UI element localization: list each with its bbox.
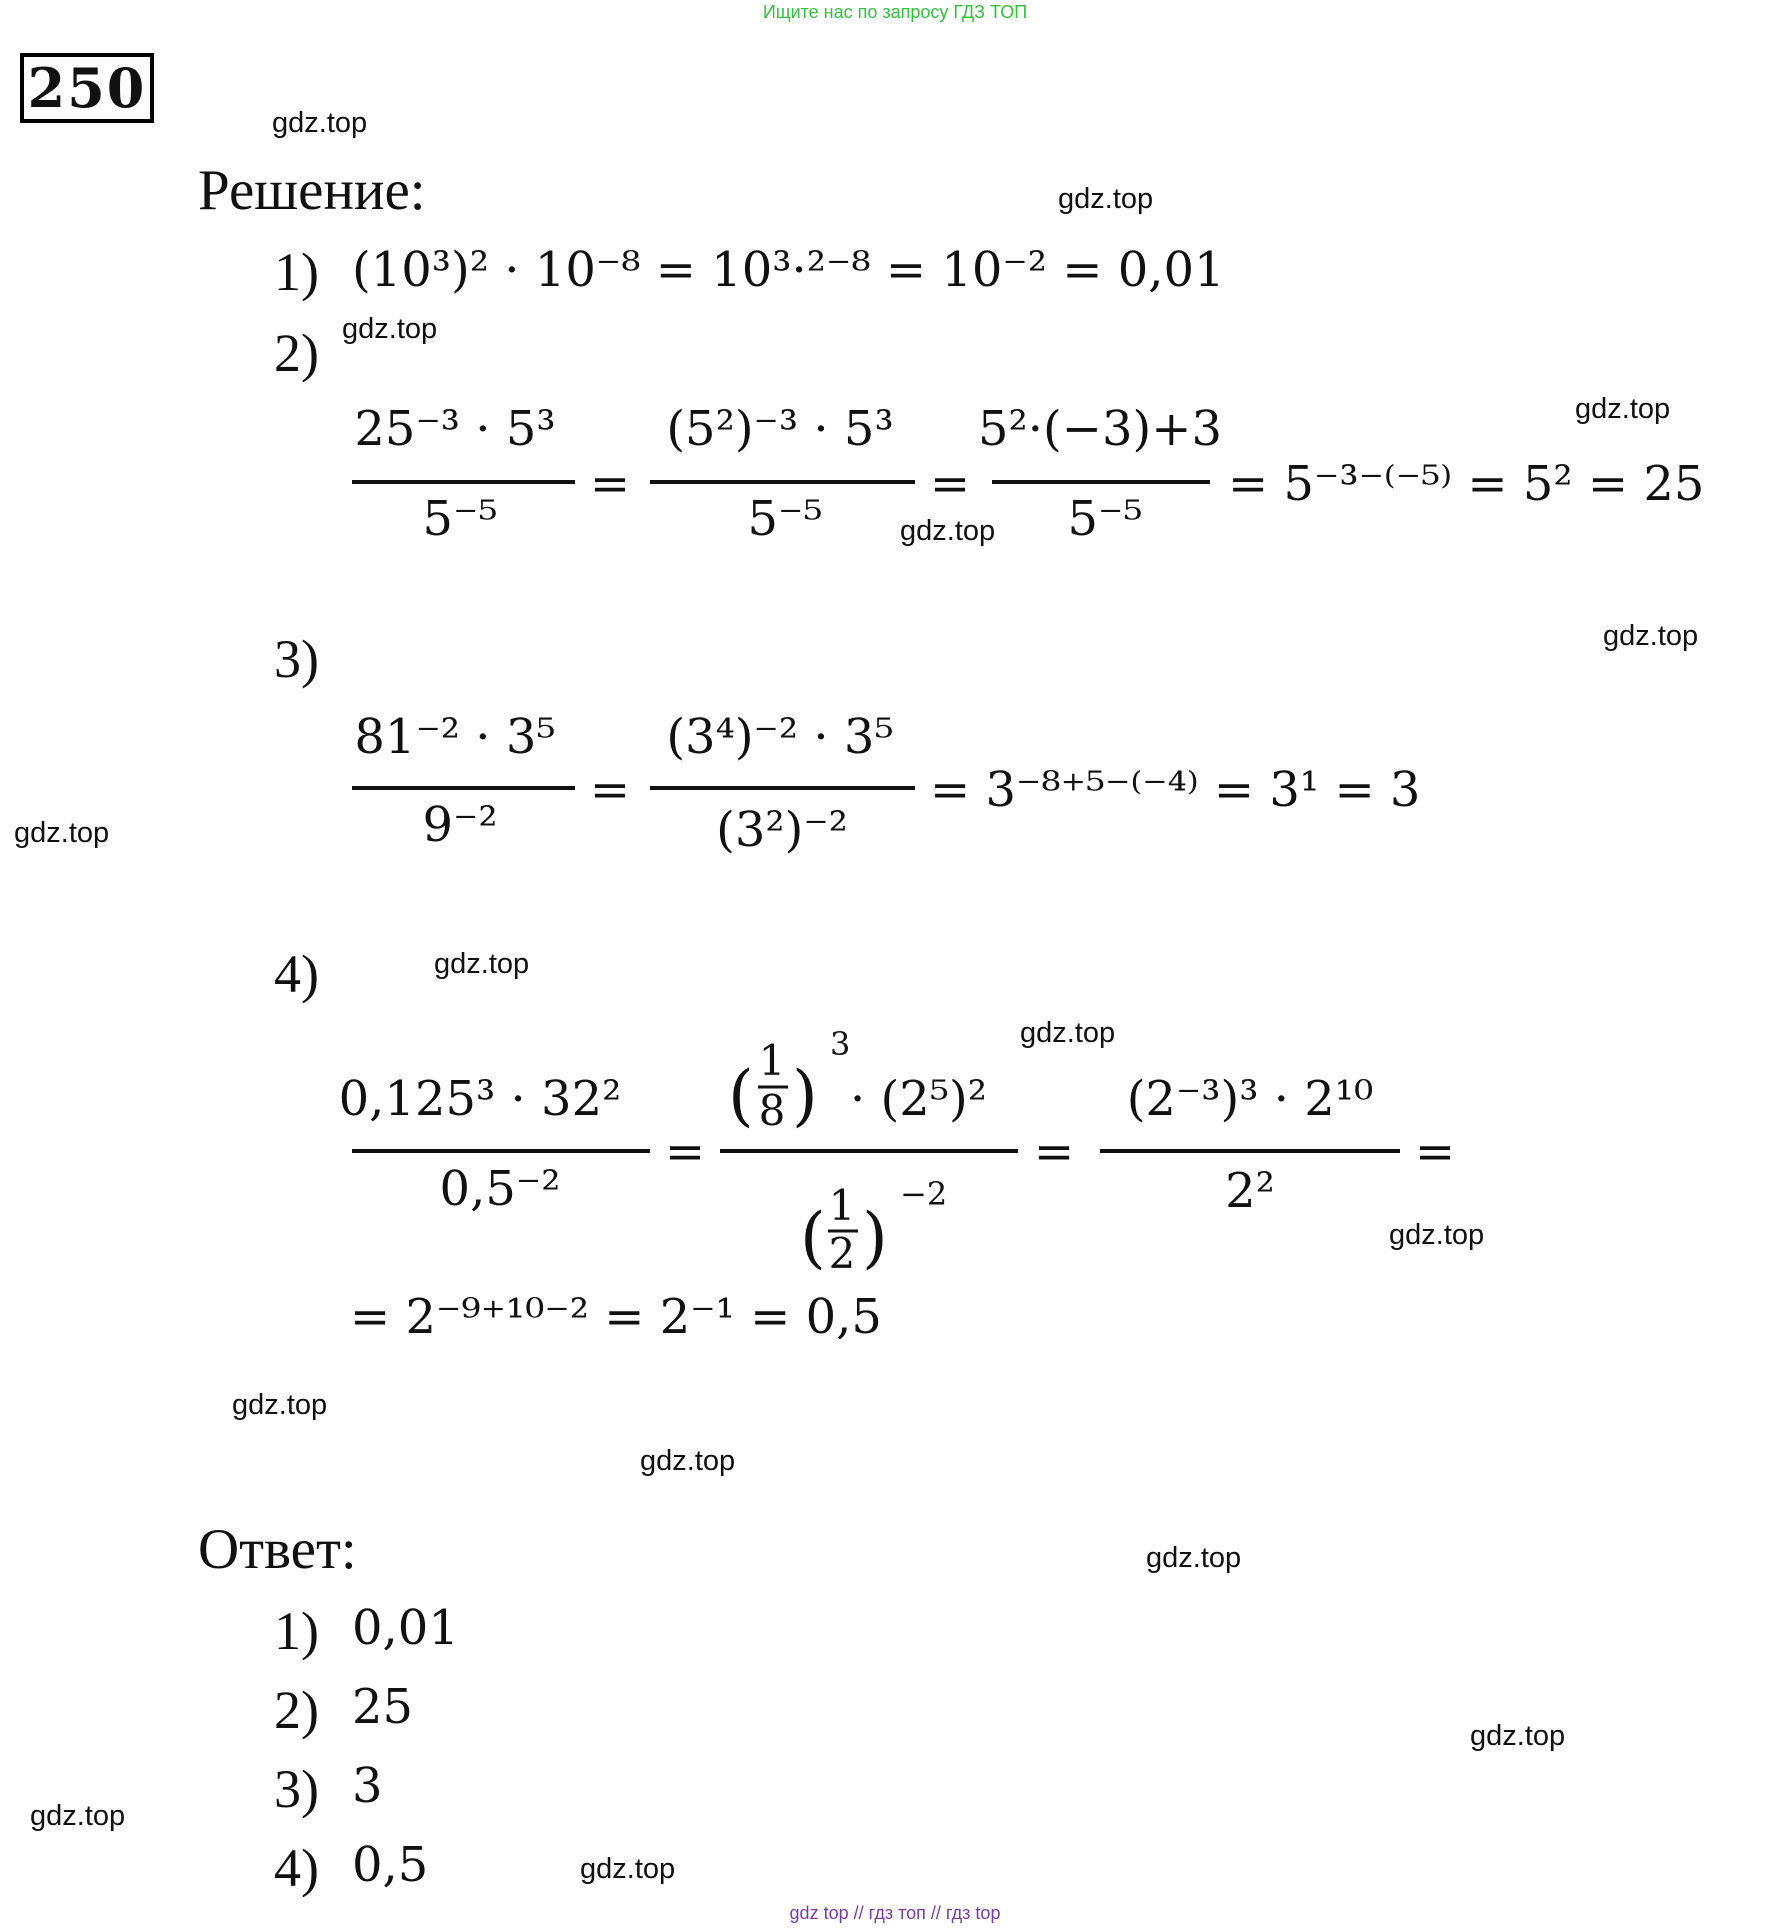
item-4-eq3: =	[1414, 1124, 1456, 1180]
item-2-frac1-num: 25⁻³ · 5³	[354, 401, 556, 457]
item-4-frac2-num-tail: · (2⁵)²	[850, 1071, 987, 1127]
item-2-frac3-num: 5²·(−3)+3	[977, 401, 1223, 457]
watermark: gdz.top	[232, 1389, 328, 1421]
item-4-frac2-den-exp: −2	[900, 1175, 948, 1213]
item-4-eq1: =	[664, 1124, 706, 1180]
watermark: gdz.top	[1146, 1542, 1242, 1574]
item-2-frac2-num: (5²)⁻³ · 5³	[666, 401, 894, 457]
item-3-frac2-num: (3⁴)⁻² · 3⁵	[666, 709, 894, 765]
item-4-line2: = 2⁻⁹⁺¹⁰⁻² = 2⁻¹ = 0,5	[350, 1289, 882, 1345]
answer-4-value: 0,5	[352, 1837, 429, 1893]
item-4-half-den: 2	[828, 1229, 856, 1278]
item-1-expression: (10³)² · 10⁻⁸ = 10³·²⁻⁸ = 10⁻² = 0,01	[352, 242, 1225, 298]
watermark: gdz.top	[1470, 1720, 1566, 1752]
item-4-frac1-den: 0,5⁻²	[439, 1161, 561, 1217]
item-3-frac1-num: 81⁻² · 3⁵	[354, 709, 556, 765]
watermark: gdz.top	[1603, 620, 1699, 652]
answer-heading: Ответ:	[198, 1518, 357, 1581]
item-4-frac3-num: (2⁻³)³ · 2¹⁰	[1126, 1071, 1374, 1127]
search-banner: Ищите нас по запросу ГДЗ ТОП	[762, 2, 1028, 22]
watermark: gdz.top	[14, 817, 110, 849]
answer-3-value: 3	[352, 1758, 383, 1814]
watermark: gdz.top	[640, 1445, 736, 1477]
watermark: gdz.top	[342, 313, 438, 345]
watermark: gdz.top	[434, 948, 530, 980]
footer-text: gdz top // гдз топ // гдз top	[789, 1903, 1001, 1923]
answer-2-label: 2)	[274, 1680, 319, 1740]
item-4-paren-open: (	[728, 1057, 754, 1134]
item-2-frac3-den: 5⁻⁵	[1067, 491, 1143, 547]
answer-4-label: 4)	[274, 1838, 319, 1898]
task-number: 250	[20, 53, 154, 123]
answer-3-label: 3)	[274, 1759, 319, 1819]
watermark: gdz.top	[1389, 1219, 1485, 1251]
solution-heading: Решение:	[198, 159, 426, 222]
item-2-equation	[330, 390, 1790, 560]
item-3-label: 3)	[274, 629, 319, 689]
item-3-tail: = 3⁻⁸⁺⁵⁻⁽⁻⁴⁾ = 3¹ = 3	[930, 762, 1421, 818]
watermark: gdz.top	[30, 1800, 126, 1832]
item-2-tail: = 5⁻³⁻⁽⁻⁵⁾ = 5² = 25	[1228, 456, 1705, 512]
item-4-half-num: 1	[828, 1181, 856, 1230]
item-4-frac2-num-exp: 3	[830, 1025, 851, 1063]
item-4-frac3-den: 2²	[1225, 1163, 1275, 1219]
item-2-frac2-den: 5⁻⁵	[747, 491, 823, 547]
item-3-frac1-den: 9⁻²	[422, 797, 498, 853]
item-2-eq2: =	[929, 456, 971, 512]
item-4-paren-close: )	[792, 1057, 818, 1134]
answer-1-label: 1)	[274, 1601, 319, 1661]
item-4-label: 4)	[274, 944, 319, 1004]
watermark: gdz.top	[1020, 1017, 1116, 1049]
item-2-frac1-den: 5⁻⁵	[422, 491, 498, 547]
item-4-eighth-den: 8	[758, 1086, 786, 1135]
item-4-eighth-num: 1	[758, 1036, 786, 1085]
item-4-equation	[330, 1015, 1530, 1355]
item-4-frac1-num: 0,125³ · 32²	[338, 1071, 622, 1127]
item-3-frac2-den: (3²)⁻²	[716, 802, 848, 858]
watermark: gdz.top	[1058, 183, 1154, 215]
watermark: gdz.top	[272, 107, 368, 139]
watermark: gdz.top	[1575, 393, 1671, 425]
item-2-eq1: =	[589, 456, 631, 512]
item-4-paren-open-2: (	[800, 1199, 826, 1276]
item-3-eq1: =	[589, 762, 631, 818]
item-2-label: 2)	[274, 323, 319, 383]
item-1-label: 1)	[274, 242, 319, 302]
item-4-paren-close-2: )	[862, 1199, 888, 1276]
watermark: gdz.top	[900, 515, 996, 547]
watermark: gdz.top	[580, 1853, 676, 1885]
answer-1-value: 0,01	[352, 1600, 459, 1656]
item-3-equation	[330, 698, 1530, 868]
item-4-eq2: =	[1033, 1124, 1075, 1180]
answer-2-value: 25	[352, 1679, 414, 1735]
